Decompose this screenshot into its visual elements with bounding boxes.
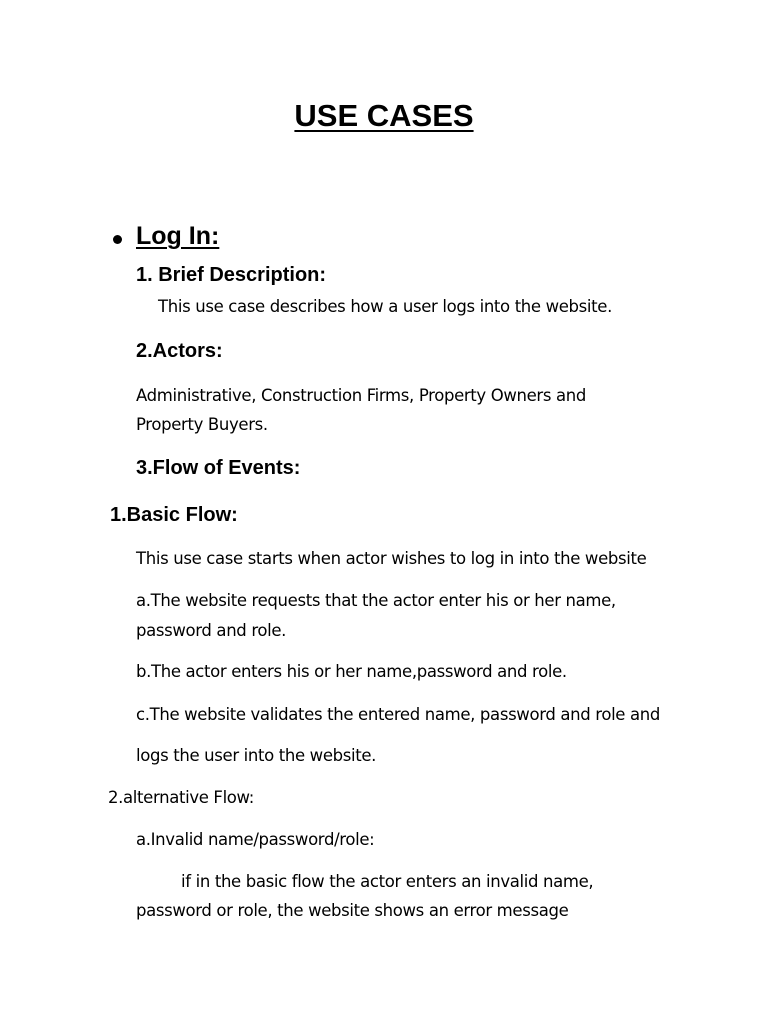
flow-of-events-heading: 3.Flow of Events: xyxy=(136,457,301,479)
actors-text-line1: Administrative, Construction Firms, Property Owners and xyxy=(136,386,586,405)
alternative-flow-case-a: a.Invalid name/password/role: xyxy=(136,830,375,849)
alternative-flow-case-a-line1: if in the basic flow the actor enters an invalid name, xyxy=(181,872,594,891)
basic-flow-heading: 1.Basic Flow: xyxy=(110,504,238,526)
brief-description-text: This use case describes how a user logs into the website. xyxy=(158,297,612,316)
bullet-icon xyxy=(113,235,122,244)
basic-flow-intro: This use case starts when actor wishes to log in into the website xyxy=(136,549,647,568)
alternative-flow-case-a-line2: password or role, the website shows an error message xyxy=(136,901,569,920)
document-title: USE CASES xyxy=(294,98,474,133)
basic-flow-step-c-line1: c.The website validates the entered name, password and role and xyxy=(136,705,660,724)
basic-flow-step-c-line2: logs the user into the website. xyxy=(136,746,377,765)
section-heading-log-in: Log In: xyxy=(136,222,220,250)
basic-flow-step-a-line1: a.The website requests that the actor enter his or her name, xyxy=(136,591,616,610)
alternative-flow-heading: 2.alternative Flow: xyxy=(108,788,255,807)
basic-flow-step-b: b.The actor enters his or her name,password and role. xyxy=(136,662,567,681)
brief-description-heading: 1. Brief Description: xyxy=(136,264,327,286)
basic-flow-step-a-line2: password and role. xyxy=(136,621,287,640)
actors-text-line2: Property Buyers. xyxy=(136,415,268,434)
actors-heading: 2.Actors: xyxy=(136,340,223,362)
